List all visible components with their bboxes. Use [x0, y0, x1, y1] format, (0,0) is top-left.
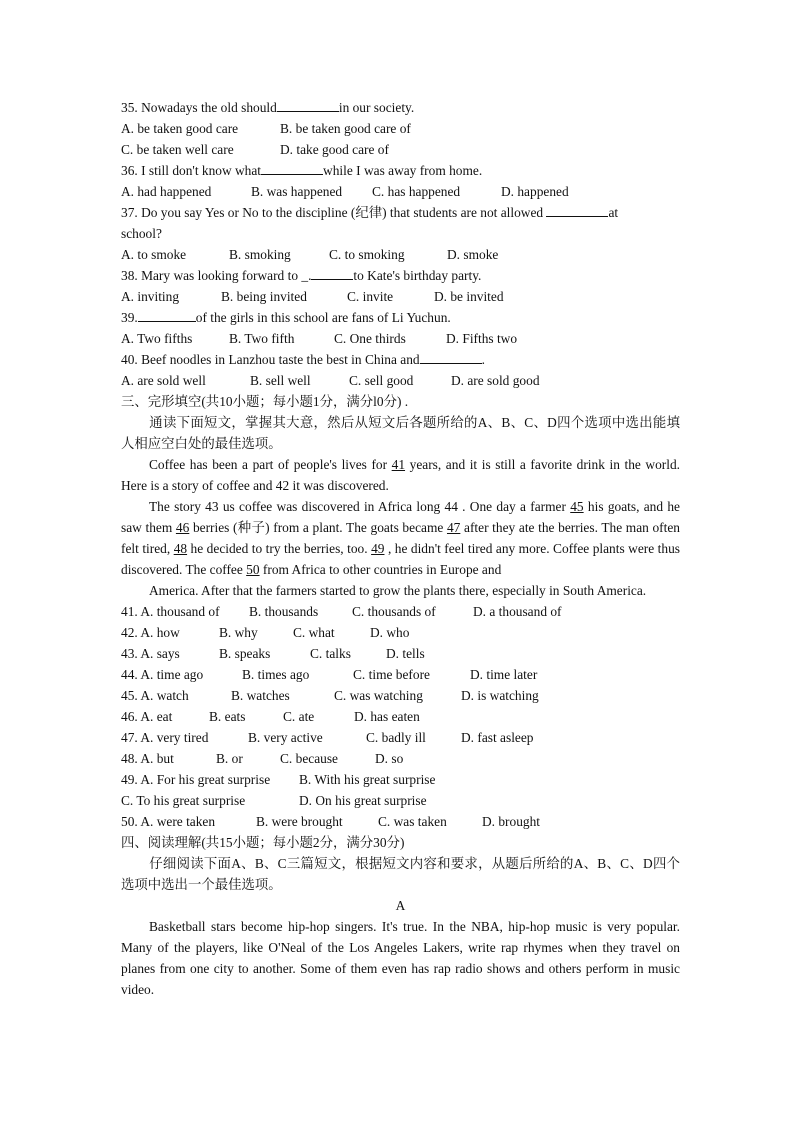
option-a: A. inviting — [121, 289, 180, 304]
option-b: B. thousands — [249, 604, 319, 619]
passage-text: , he didn't feel tired any more. Coffee plants were thus discovered. The coffee — [121, 541, 680, 577]
option-c: C. was watching — [334, 688, 423, 703]
answer-blank — [138, 307, 196, 322]
option-a: 41. A. thousand of — [121, 604, 220, 619]
passage-text: Basketball stars become hip-hop singers. It's true. In the NBA, hip-hop music is very popular. Many of the players, like O'Neal of the Los Angeles Lakers, write rap rhymes when they travel on planes from one city to another. Some of them even has rap radio shows and others perform in music video. — [121, 919, 680, 997]
passage-text: after they ate the berries. The man often felt tired, — [121, 520, 680, 556]
option-c: C. time before — [353, 667, 430, 682]
option-d: D. time later — [470, 667, 538, 682]
question-stem: 39. — [121, 310, 138, 325]
option-b: B. or — [216, 751, 243, 766]
passage-text: The story 43 us coffee was discovered in Africa long 44 . One day a farmer — [149, 499, 571, 514]
option-b: B. eats — [209, 709, 246, 724]
option-c: C. talks — [310, 646, 351, 661]
option-b: B. very active — [248, 730, 323, 745]
option-d: D. so — [375, 751, 404, 766]
question-stem-end: while I was away from home. — [323, 163, 483, 178]
question-stem: 36. I still don't know what — [121, 163, 262, 178]
option-a: 42. A. how — [121, 625, 180, 640]
option-b: B. being invited — [221, 289, 307, 304]
option-a: A. be taken good care — [121, 121, 239, 136]
option-a: 45. A. watch — [121, 688, 189, 703]
cloze-options-43 — [121, 643, 680, 664]
question-35 — [121, 97, 680, 118]
question-36 — [121, 160, 680, 181]
option-d: D. has eaten — [354, 709, 420, 724]
passage-paragraph-1 — [121, 454, 680, 496]
option-b: B. smoking — [229, 247, 291, 262]
cloze-options-49-cont — [121, 790, 680, 811]
option-c: C. was taken — [378, 814, 447, 829]
option-d: D. is watching — [461, 688, 539, 703]
option-a: 49. A. For his great surprise — [121, 772, 271, 787]
question-stem-end: in our society. — [338, 100, 415, 115]
question-37 — [121, 202, 680, 223]
option-a: 48. A. but — [121, 751, 174, 766]
question-40 — [121, 349, 680, 370]
option-c: C. badly ill — [366, 730, 426, 745]
option-c: C. be taken well care — [121, 142, 234, 157]
option-d: D. be invited — [434, 289, 504, 304]
option-c: C. ate — [283, 709, 315, 724]
option-a: 47. A. very tired — [121, 730, 209, 745]
option-b: B. With his great surprise — [299, 772, 436, 787]
blank-number: 49 — [371, 541, 385, 556]
passage-label: A — [395, 898, 406, 913]
option-d: D. who — [370, 625, 410, 640]
question-stem: 35. Nowadays the old should — [121, 100, 277, 115]
cloze-options-41 — [121, 601, 680, 622]
passage-paragraph-2 — [121, 496, 680, 580]
option-a: A. are sold well — [121, 373, 206, 388]
option-b: B. watches — [231, 688, 290, 703]
options-row — [121, 244, 680, 265]
option-d: D. take good care of — [280, 142, 389, 157]
cloze-options-50 — [121, 811, 680, 832]
blank-number: 50 — [246, 562, 260, 577]
option-b: B. speaks — [219, 646, 271, 661]
question-stem: 40. Beef noodles in Lanzhou taste the best in China and — [121, 352, 420, 367]
exam-content — [121, 97, 680, 1000]
option-c: C. to smoking — [329, 247, 405, 262]
option-a: 50. A. were taken — [121, 814, 216, 829]
answer-blank — [546, 202, 608, 217]
passage-text: berries (种子) from a plant. The goats became — [189, 520, 447, 535]
question-37-cont: school? — [121, 226, 162, 241]
passage-text: his goats, and he saw them — [121, 499, 680, 535]
option-a: 43. A. says — [121, 646, 180, 661]
option-c: C. what — [293, 625, 335, 640]
option-c: C. One thirds — [334, 331, 406, 346]
passage-text: Coffee has been a part of people's lives for — [149, 457, 392, 472]
blank-number: 48 — [173, 541, 188, 556]
option-a: 46. A. eat — [121, 709, 173, 724]
cloze-options-49 — [121, 769, 680, 790]
cloze-options-47 — [121, 727, 680, 748]
option-b: B. Two fifth — [229, 331, 295, 346]
instruction-text: 仔细阅读下面A、B、C三篇短文，根据短文内容和要求，从题后所给的A、B、C、D四个选项中选出一个最佳选项。 — [121, 856, 680, 892]
option-c: C. sell good — [349, 373, 414, 388]
instruction-text: 通读下面短文，掌握其大意，然后从短文后各题所给的A、B、C、D四个选项中选出能填人相应空白处的最佳选项。 — [121, 415, 680, 451]
reading-passage-a — [121, 916, 680, 1000]
question-39 — [121, 307, 680, 328]
option-d: D. a thousand of — [473, 604, 562, 619]
answer-blank — [311, 265, 353, 280]
passage-text: he decided to try the berries, too. — [187, 541, 372, 556]
option-d: D. tells — [386, 646, 425, 661]
blank-number: 47 — [446, 520, 461, 535]
passage-text: from Africa to other countries in Europe and — [259, 562, 502, 577]
option-a: A. Two fifths — [121, 331, 193, 346]
options-row — [121, 370, 680, 391]
section-4-instruction — [121, 853, 680, 895]
section-3-instruction — [121, 412, 680, 454]
option-b: B. were brought — [256, 814, 343, 829]
option-b: B. times ago — [242, 667, 310, 682]
options-row — [121, 328, 680, 349]
options-row — [121, 118, 680, 139]
section-3-heading: 三、完形填空(共10小题；每小题1分，满分l0分) . — [121, 394, 409, 409]
option-b: B. why — [219, 625, 258, 640]
question-stem-end: at — [608, 205, 619, 220]
option-a: A. had happened — [121, 184, 212, 199]
options-row — [121, 139, 680, 160]
question-stem-end: . — [481, 352, 485, 367]
options-row — [121, 286, 680, 307]
option-c: C. because — [280, 751, 339, 766]
cloze-options-48 — [121, 748, 680, 769]
question-stem: 37. Do you say Yes or No to the discipline (纪律) that students are not allowed — [121, 205, 547, 220]
blank-number: 45 — [570, 499, 584, 514]
question-stem: 38. Mary was looking forward to _. — [121, 268, 312, 283]
question-38 — [121, 265, 680, 286]
question-stem-end: of the girls in this school are fans of Li Yuchun. — [195, 310, 451, 325]
blank-number: 41 — [391, 457, 406, 472]
option-c: C. invite — [347, 289, 394, 304]
cloze-options-46 — [121, 706, 680, 727]
cloze-options-42 — [121, 622, 680, 643]
option-b: B. be taken good care of — [280, 121, 411, 136]
passage-paragraph-3 — [121, 580, 680, 601]
option-c: C. To his great surprise — [121, 793, 246, 808]
option-d: D. fast asleep — [461, 730, 534, 745]
section-4-heading: 四、阅读理解(共15小题；每小题2分，满分30分) — [121, 835, 405, 850]
option-c: C. has happened — [372, 184, 461, 199]
answer-blank — [420, 349, 482, 364]
option-d: D. happened — [501, 184, 569, 199]
cloze-options-44 — [121, 664, 680, 685]
answer-blank — [261, 160, 323, 175]
blank-number: 46 — [175, 520, 190, 535]
option-b: B. was happened — [251, 184, 343, 199]
option-c: C. thousands of — [352, 604, 436, 619]
option-d: D. are sold good — [451, 373, 540, 388]
option-b: B. sell well — [250, 373, 311, 388]
question-stem-end: to Kate's birthday party. — [353, 268, 482, 283]
option-d: D. brought — [482, 814, 541, 829]
cloze-options-45 — [121, 685, 680, 706]
option-d: D. On his great surprise — [299, 793, 427, 808]
option-a: 44. A. time ago — [121, 667, 204, 682]
answer-blank — [277, 97, 339, 112]
option-d: D. Fifths two — [446, 331, 518, 346]
options-row — [121, 181, 680, 202]
option-d: D. smoke — [447, 247, 499, 262]
passage-text: years, and it is still a favorite drink in the world. Here is a story of coffee and 42 it was discovered. — [121, 457, 680, 493]
passage-text: America. After that the farmers started to grow the plants there, especially in South America. — [149, 583, 647, 598]
option-a: A. to smoke — [121, 247, 187, 262]
